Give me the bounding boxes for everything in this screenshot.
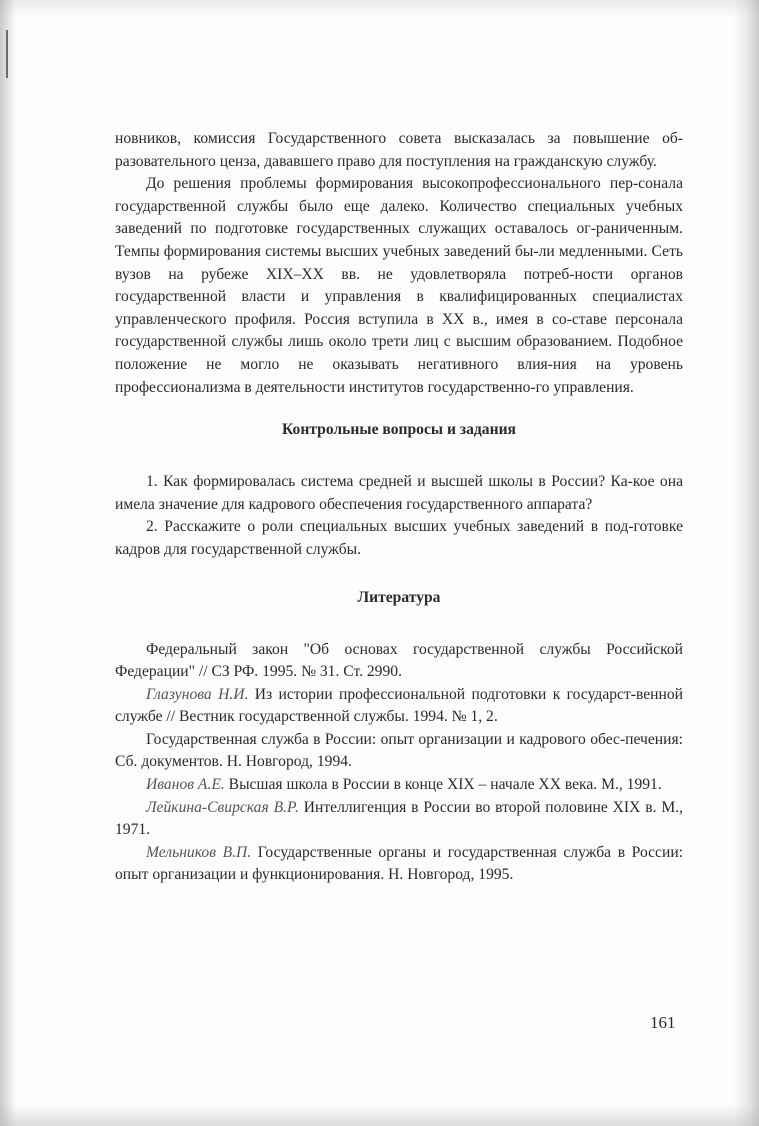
- reference-item: Иванов А.Е. Высшая школа в России в конце XIX – начале XX века. М., 1991.: [146, 776, 662, 794]
- page-number: 161: [650, 1013, 676, 1032]
- reference-item: Мельников В.П. Государственные органы и государственная служба в России: опыт организации и функционирования. Н. Новгород, 1995.: [115, 843, 683, 884]
- reference-item: Лейкина-Свирская В.Р. Интеллигенция в России во второй половине XIX в. М., 1971.: [115, 798, 683, 839]
- scan-edge-mark: [6, 30, 8, 78]
- continuation-paragraph: новников, комиссия Государственного совета высказалась за повышение об-разовательного ценза, дававшего право для поступления на гражданскую службу.: [115, 130, 683, 170]
- reference-item: Государственная служба в России: опыт организации и кадрового обес-печения: Сб. документов. Н. Новгород, 1994.: [115, 730, 683, 771]
- page-left-shadow: [0, 0, 16, 1126]
- page-top-shadow: [0, 0, 759, 18]
- reference-item: Федеральный закон "Об основах государственной службы Российской Федерации" // СЗ РФ. 1995. № 31. Ст. 2990.: [115, 640, 683, 681]
- question-1: 1. Как формировалась система средней и высшей школы в России? Ка-кое она имела значение для кадрового обеспечения государственного аппарата?: [115, 473, 683, 513]
- reference-item: Глазунова Н.И. Из истории профессиональной подготовки к государст-венной службе // Вестник государственной службы. 1994. № 1, 2.: [115, 685, 683, 726]
- main-paragraph: До решения проблемы формирования высокопрофессионального пер-сонала государственной службы было еще далеко. Количество специальных учебных заведений по подготовке государственных служащих оставалось ог-раниченным. Темпы формирования системы высших учебных заведений бы-ли медленными. Сеть вузов на рубеже XIX–XX вв. не удовлетворяла потреб-ности органов государственной власти и управления в квалифицированных специалистах управленческого профиля. Россия вступила в XX в., имея в со-ставе персонала государственной службы лишь около трети лиц с высшим образованием. Подобное положение не могло не оказывать негативного влия-ния на уровень профессионализма в деятельности институтов государственно-го управления.: [115, 175, 683, 396]
- question-2: 2. Расскажите о роли специальных высших учебных заведений в под-готовке кадров для государственной службы.: [115, 518, 683, 558]
- literature-heading: Литература: [357, 588, 441, 606]
- questions-heading: Контрольные вопросы и задания: [282, 421, 516, 439]
- page-right-shadow: [733, 0, 759, 1126]
- page-bottom-shadow: [0, 1104, 759, 1126]
- page-content: [115, 128, 683, 887]
